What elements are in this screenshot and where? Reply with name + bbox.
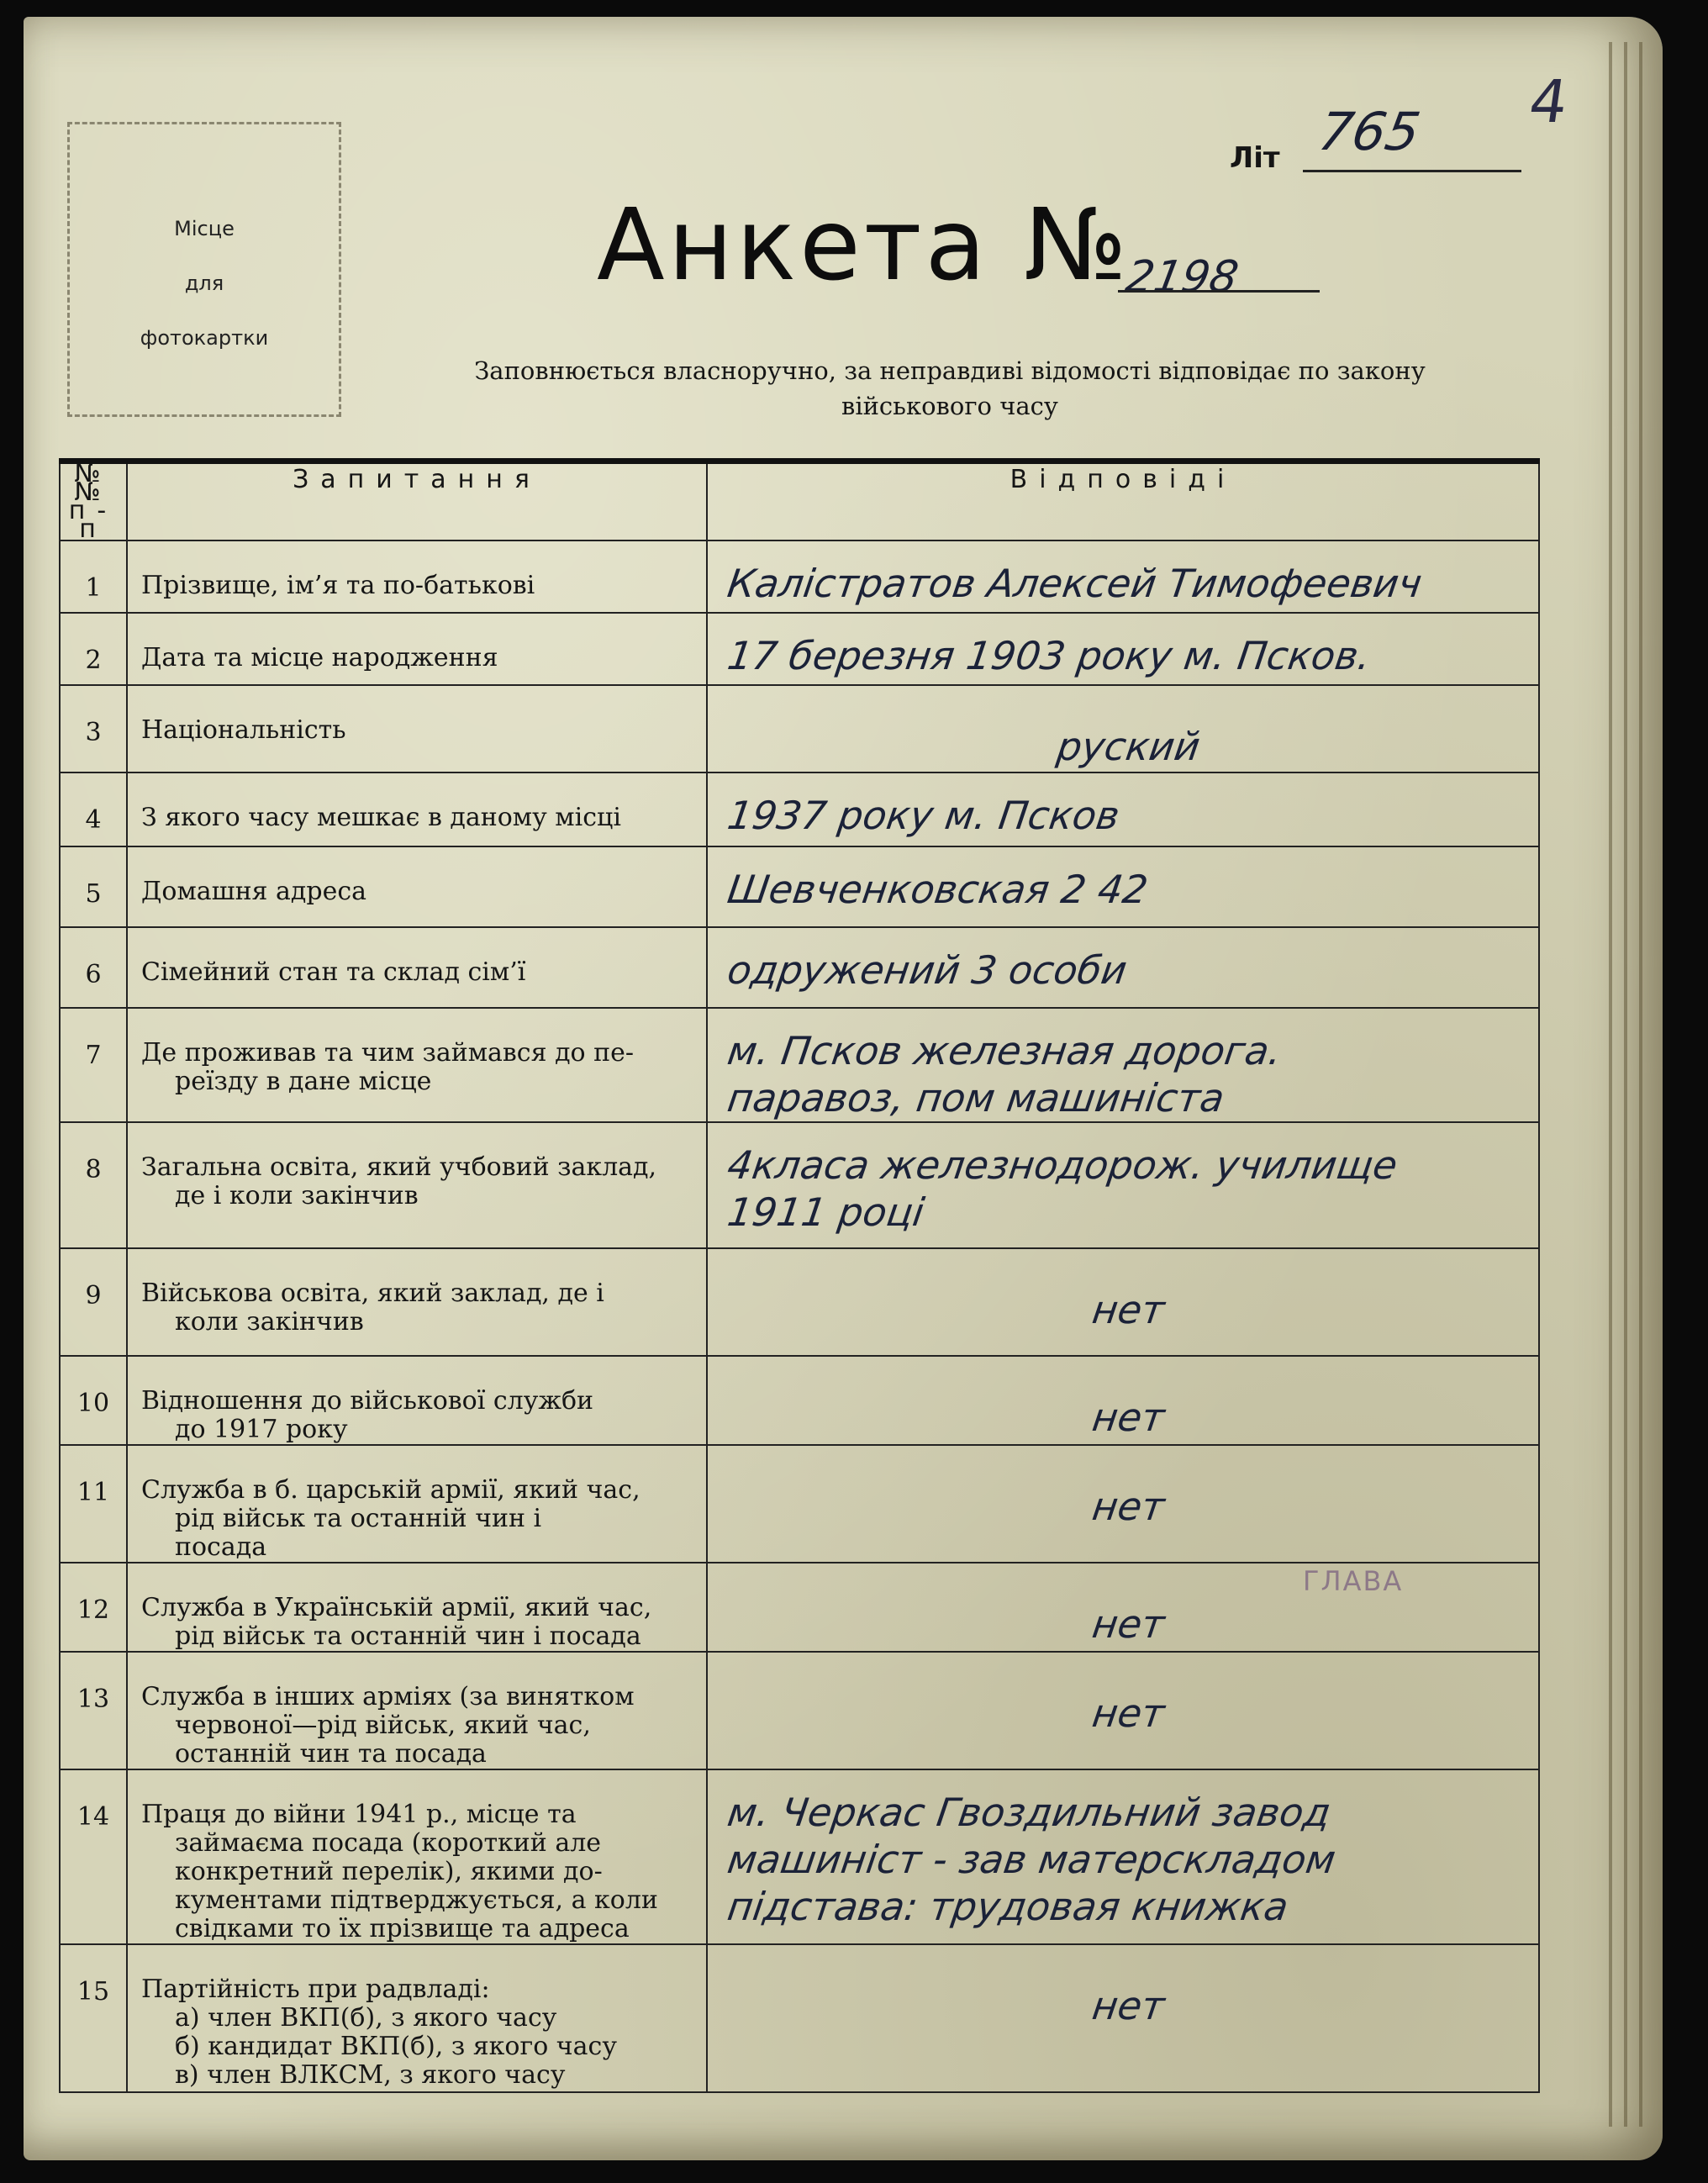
handwritten-answer: Шевченковская 2 42: [725, 867, 1151, 912]
question-line: Служба в інших арміях (за винятком: [141, 1682, 635, 1711]
answer-cell: [707, 772, 1539, 846]
table-row: [60, 685, 1539, 772]
handwritten-answer: м. Черкас Гвоздильний завод: [725, 1790, 1334, 1835]
question-cell: [127, 1944, 707, 2092]
question-cell: [127, 1445, 707, 1563]
row-number: 12: [60, 1563, 127, 1652]
questionnaire-table: [59, 458, 1540, 2093]
question-cell: [127, 1122, 707, 1248]
question-line: останній чин та посада: [175, 1739, 487, 1769]
question-cell: [127, 1769, 707, 1944]
question-line: коли закінчив: [175, 1307, 364, 1337]
row-number: 14: [60, 1769, 127, 1944]
question-cell: [127, 927, 707, 1008]
row-number: 10: [60, 1356, 127, 1445]
table-row: [60, 1445, 1539, 1563]
question-line: до 1917 року: [175, 1415, 348, 1444]
question-cell: [127, 685, 707, 772]
answer-cell: [707, 1563, 1539, 1652]
question-cell: [127, 613, 707, 685]
table-row: [60, 772, 1539, 846]
photo-label-3: фотокартки: [140, 326, 269, 350]
question-line: Відношення до військової служби: [141, 1386, 594, 1416]
question-line: рід військ та останній чин і посада: [175, 1621, 641, 1651]
table-row: [60, 1944, 1539, 2092]
table-row: [60, 1769, 1539, 1944]
page-number: 4: [1525, 67, 1573, 136]
question-line: де і коли закінчив: [175, 1181, 419, 1210]
question-line: Прізвище, ім’я та по-батькові: [141, 571, 535, 600]
row-number: 4: [60, 772, 127, 846]
answer-cell: [707, 927, 1539, 1008]
table-row: [60, 1248, 1539, 1356]
row-number: 3: [60, 685, 127, 772]
answer-cell: [707, 613, 1539, 685]
handwritten-answer: 1937 року м. Псков: [725, 793, 1123, 838]
handwritten-answer: 17 березня 1903 року м. Псков.: [725, 633, 1374, 678]
lit-label: Літ: [1230, 141, 1280, 175]
row-number: 5: [60, 846, 127, 927]
row-number: 2: [60, 613, 127, 685]
answer-cell: [707, 1356, 1539, 1445]
table-row: [60, 846, 1539, 927]
question-line: посада: [175, 1532, 267, 1562]
header-question: Запитання: [127, 461, 707, 541]
question-line: Домашня адреса: [141, 877, 367, 906]
lit-underline: [1303, 170, 1521, 172]
handwritten-answer: нет: [1089, 1690, 1168, 1736]
page-edge: [1639, 42, 1642, 2127]
question-line: Дата та місце народження: [141, 643, 498, 672]
table-row: [60, 613, 1539, 685]
question-line: Праця до війни 1941 р., місце та: [141, 1800, 577, 1829]
form-subtitle: [370, 353, 1530, 424]
answer-cell: [707, 685, 1539, 772]
faded-stamp: ГЛАВА: [1303, 1565, 1404, 1597]
question-line: рід військ та останній чин і: [175, 1504, 542, 1533]
question-line: З якого часу мешкає в даному місці: [141, 803, 621, 832]
question-line: кументами підтверджується, а коли: [175, 1885, 658, 1915]
question-cell: [127, 540, 707, 613]
handwritten-answer: нет: [1089, 1287, 1168, 1332]
table-header-row: [60, 461, 1539, 541]
handwritten-answer: нет: [1089, 1395, 1168, 1440]
handwritten-answer: підстава: трудовая книжка: [725, 1884, 1292, 1929]
question-line: б) кандидат ВКП(б), з якого часу: [175, 2032, 617, 2061]
question-line: червоної—рід військ, який час,: [175, 1711, 591, 1740]
row-number: 15: [60, 1944, 127, 2092]
row-number: 1: [60, 540, 127, 613]
handwritten-answer: Калістратов Алексей Тимофеевич: [725, 561, 1425, 606]
handwritten-answer: паравоз, пом машиніста: [725, 1075, 1227, 1121]
answer-cell: [707, 1652, 1539, 1769]
question-line: конкретний перелік), якими до-: [175, 1857, 603, 1886]
table-row: [60, 927, 1539, 1008]
handwritten-answer: 1911 році: [725, 1189, 927, 1235]
header-num: №№ п-п: [60, 461, 127, 541]
table-row: [60, 1652, 1539, 1769]
question-line: Служба в Українській армії, який час,: [141, 1593, 652, 1622]
question-cell: [127, 1563, 707, 1652]
question-cell: [127, 1008, 707, 1122]
handwritten-answer: м. Псков железная дорога.: [725, 1028, 1285, 1073]
subtitle-line-1: Заповнюється власноручно, за неправдиві відомості відповідає по закону: [474, 356, 1426, 385]
page-edge: [1624, 42, 1627, 2127]
question-line: а) член ВКП(б), з якого часу: [175, 2003, 557, 2033]
question-line: Служба в б. царській армії, який час,: [141, 1475, 640, 1505]
question-line: в) член ВЛКСМ, з якого часу: [175, 2060, 566, 2090]
handwritten-answer: нет: [1089, 1983, 1168, 2028]
handwritten-answer: машиніст - зав матерскладом: [725, 1837, 1339, 1882]
row-number: 9: [60, 1248, 127, 1356]
question-line: реїзду в дане місце: [175, 1067, 432, 1096]
handwritten-answer: 4класа железнодорож. училище: [725, 1142, 1400, 1188]
table-row: [60, 1356, 1539, 1445]
subtitle-line-2: військового часу: [841, 392, 1058, 420]
row-number: 7: [60, 1008, 127, 1122]
question-cell: [127, 1356, 707, 1445]
row-number: 13: [60, 1652, 127, 1769]
page-edge: [1609, 42, 1612, 2127]
answer-cell: [707, 1248, 1539, 1356]
question-line: Загальна освіта, який учбовий заклад,: [141, 1152, 657, 1182]
question-line: Сімейний стан та склад сім’ї: [141, 957, 526, 987]
table-row: [60, 1122, 1539, 1248]
header-answer: Відповіді: [707, 461, 1539, 541]
row-number: 8: [60, 1122, 127, 1248]
question-cell: [127, 772, 707, 846]
answer-cell: [707, 846, 1539, 927]
form-number: 2198: [1121, 252, 1242, 303]
question-cell: [127, 1652, 707, 1769]
question-line: Національність: [141, 715, 346, 745]
form-number-underline: [1118, 290, 1320, 293]
answer-cell: [707, 1122, 1539, 1248]
question-cell: [127, 1248, 707, 1356]
form-title: Анкета №: [597, 187, 1131, 303]
answer-cell: [707, 1944, 1539, 2092]
handwritten-answer: нет: [1089, 1601, 1168, 1647]
row-number: 6: [60, 927, 127, 1008]
question-line: Партійність при радвладі:: [141, 1975, 490, 2004]
row-number: 11: [60, 1445, 127, 1563]
question-line: Де проживав та чим займався до пе-: [141, 1038, 635, 1068]
answer-cell: [707, 1769, 1539, 1944]
photo-label-1: Місце: [174, 217, 235, 240]
question-line: займаєма посада (короткий але: [175, 1828, 602, 1858]
photo-label-2: для: [184, 272, 224, 295]
table-row: [60, 1008, 1539, 1122]
answer-cell: [707, 540, 1539, 613]
handwritten-answer: руский: [1054, 724, 1204, 769]
answer-cell: [707, 1445, 1539, 1563]
table-body: [60, 540, 1539, 2092]
question-line: Військова освіта, який заклад, де і: [141, 1279, 604, 1308]
lit-value: 765: [1314, 101, 1425, 162]
handwritten-answer: одружений 3 особи: [725, 947, 1131, 993]
question-line: свідками то їх прізвище та адреса: [175, 1914, 630, 1943]
answer-cell: [707, 1008, 1539, 1122]
handwritten-answer: нет: [1089, 1484, 1168, 1529]
table-row: [60, 540, 1539, 613]
question-cell: [127, 846, 707, 927]
photo-placeholder: [67, 122, 341, 417]
